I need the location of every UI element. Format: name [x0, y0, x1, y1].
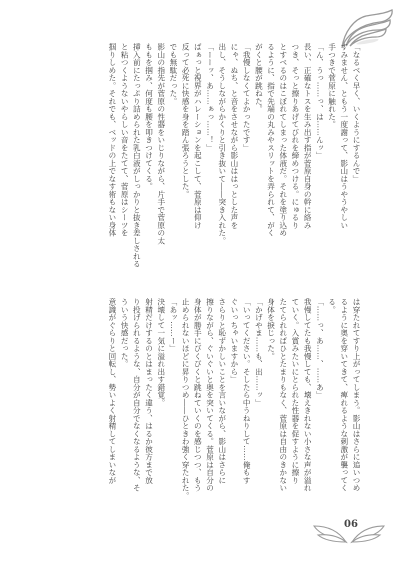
text-column: ばぁっと視界がハレーションを起こして、菅原は仰け [193, 43, 203, 229]
text-column: ういう快感だった。 [120, 298, 130, 368]
upper-text-block [37, 43, 362, 281]
text-column: 身体を捩じった。 [266, 298, 276, 360]
text-column: る。 [327, 298, 337, 314]
text-column: 「いってください。そしたら中うねりして……俺もす [242, 298, 252, 484]
text-column: 「ん、うっ……っ、は……んッ」 [315, 43, 325, 160]
text-column: 身体が勝手にびくびくと跳ねていくのを感じつつ、もう [193, 298, 203, 492]
text-column: 擦りながら、ぐいぐいと奥を突いてくる。菅原は自分の [205, 298, 215, 492]
text-column: 我慢してたも我慢しても、壊えきれない小さな声が溢れ [303, 298, 313, 492]
text-column: たてられればひとたまりもなく、菅原は自由のきかない [278, 298, 288, 492]
text-column: 意識がぐらりと回転し、勢いよく射精してしまいなが [107, 298, 117, 484]
text-column: さらりと恥ずかしいことを言いながら、影山はさらに [217, 298, 227, 484]
text-column: 「かげやま……も、出……ッ」 [254, 298, 264, 407]
text-column: り投げられるような、自分が自分でなくなるような、そ [132, 298, 142, 492]
text-column: 出し、そうしながらかくりと引き抜いて――突き入れた。 [217, 43, 227, 245]
text-column: 「ーーッ、あ……ぁっ……！」 [205, 43, 215, 152]
text-column: 掴りしめた。それでも、ベッドの上でなす術もない身体 [107, 43, 117, 237]
text-column: ていく。入賞みたいにとられた性器を促すように擦り [290, 298, 300, 484]
text-column: でも無駄だった。 [168, 43, 178, 105]
text-column: 手つきで菅原に触れた。 [327, 43, 337, 129]
text-column: は穿たれてすり上がってしまう。影山はさらに追いつめ [352, 298, 361, 492]
text-column: 挿入前にたっぷり詰められた乳白液がしっかりと抜き差しされる [132, 43, 142, 268]
text-column: るように奥を穿いてきて、痺れるような刺激が襲ってく [339, 298, 349, 492]
text-column: 反って必死に快感を身を踏ん張ろうとした。 [181, 43, 191, 198]
lower-text-block [37, 298, 362, 508]
page-number: 06 [344, 519, 358, 530]
text-column: すみません、ともう一度謝って、影山はうやうやしい [339, 43, 349, 229]
text-column: 「我慢しなくてよかったです」 [242, 43, 252, 152]
text-column: 「……っ、あ……、……あ」 [315, 298, 325, 399]
text-column: 止められないほどに昇りつめ――ひときわ強く穿たれた。 [181, 298, 191, 500]
text-column: 「あッ……ー」 [168, 298, 178, 353]
text-column: ぐいっちゃいますから」 [229, 298, 239, 384]
text-column: 「なるべく早く、いくようにするんで」 [352, 43, 361, 183]
text-column: とすべるのはこぼれてしまった体液だ。それを塗り込め [278, 43, 288, 237]
text-column: ももを掴み、何度も腰を叩きつけてくる。 [144, 43, 154, 191]
text-column: るように、指で先端の丸みやスリットを弄られて、がく [266, 43, 276, 237]
text-column: 長い、正確なトスを生み出す指が菅原自身の幹に絡み [303, 43, 313, 229]
text-column: つき、そっと擦りあげてびれを締めつける。にゅるり [290, 43, 300, 229]
text-column: 射精だけするのとはまったく違う、はるか彼方まで放 [144, 298, 154, 484]
text-column: 決壊して一気に溢れ出す錯覚。 [156, 298, 166, 407]
text-column: がくと腰が跳ねた。 [254, 43, 264, 113]
text-column: と粘つくようないやらしい音をたてて、菅原はシーツを [120, 43, 130, 237]
text-column: 影山の指先が菅原の性器をいじりながら、片手で菅原の太 [156, 43, 166, 245]
text-column: にゃ、ぬち、と音をさせながら影山ははっとした声を [229, 43, 239, 229]
